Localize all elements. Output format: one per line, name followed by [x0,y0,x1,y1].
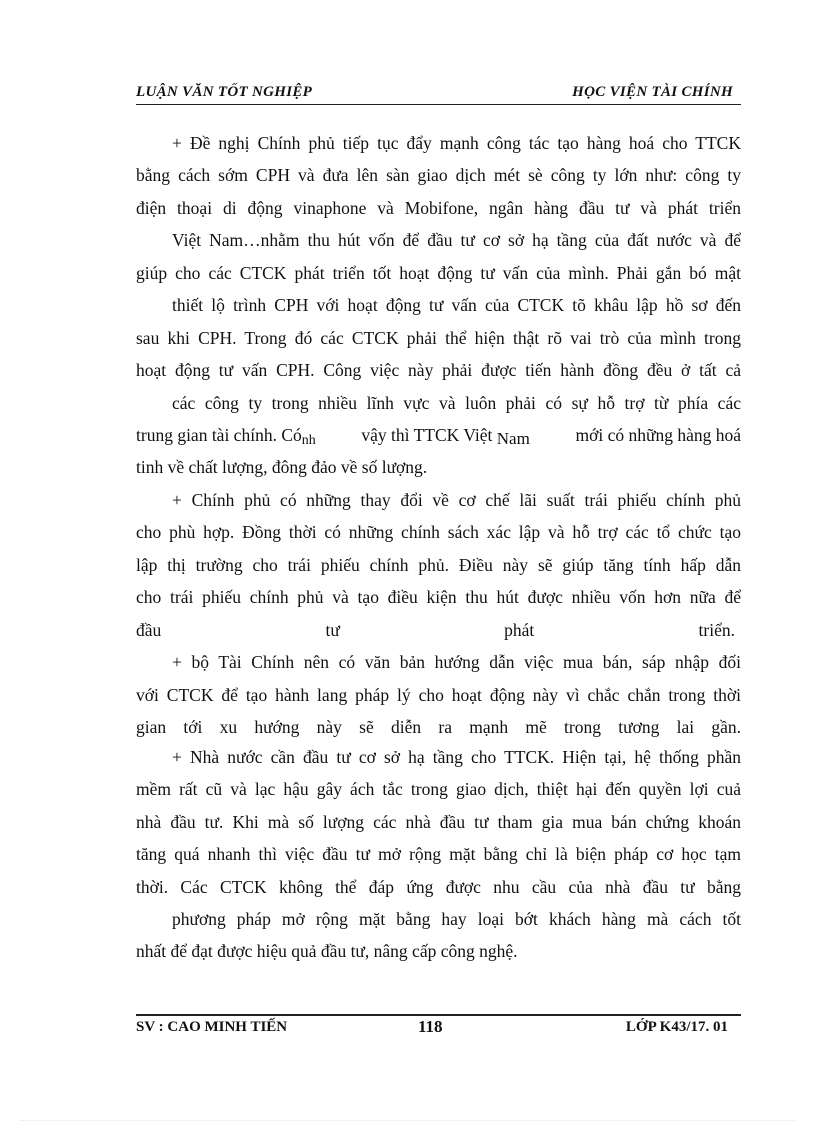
text-run: trung gian tài chính. Có [136,425,302,445]
page-header [136,82,741,105]
text-line: thời. Các CTCK không thể đáp ứng được nhu cầu của nhà đầu tư bằng [136,877,741,897]
text-line: giúp cho các CTCK phát triển tốt hoạt động tư vấn của mình. Phải gắn bó mật [136,263,741,283]
text-line: gian tới xu hướng này sẽ diễn ra mạnh mẽ trong tương lai gần. [136,717,741,737]
text-line: + Đề nghị Chính phủ tiếp tục đẩy mạnh công tác tạo hàng hoá cho TTCK [172,133,741,153]
text-line [136,619,735,641]
text-line: phương pháp mở rộng mặt bằng hay loại bớt khách hàng mà cách tốt [172,909,741,929]
header-thesis-title: LUẬN VĂN TỐT NGHIỆP [136,84,313,100]
text-line: với CTCK để tạo hành lang pháp lý cho hoạt động này vì chắc chắn trong thời [136,685,741,705]
text-line: tăng quá nhanh thì việc đầu tư mở rộng mặt bằng chỉ là biện pháp cơ học tạm [136,844,741,864]
text-line: các công ty trong nhiều lĩnh vực và luôn phải có sự hỗ trợ từ phía các [172,393,741,413]
text-line: hoạt động tư vấn CPH. Công việc này phải được tiến hành đồng đều ở tất cả [136,360,741,380]
text-line: thiết lộ trình CPH với hoạt động tư vấn của CTCK tõ khâu lập hồ sơ đến [172,295,741,315]
text-line: mềm rất cũ và lạc hậu gây ách tắc trong giao dịch, thiệt hại đến quyền lợi cuả [136,779,741,799]
text-run: triển. [698,620,735,640]
text-run: đầu [136,620,162,640]
page-number: 118 [418,1017,443,1036]
footer-student-name: SV : CAO MINH TIẾN [136,1019,288,1035]
footer-divider [136,1014,741,1016]
text-line: cho phù hợp. Đồng thời có những chính sách xác lập và hỗ trợ các tổ chức tạo [136,522,741,542]
text-line: sau khi CPH. Trong đó các CTCK phải thể hiện thật rõ vai trò của mình trong [136,328,741,348]
text-line: tinh về chất lượng, đông đảo về số lượng. [136,457,428,477]
text-run: tư [325,620,340,640]
footer-class: LỚP K43/17. 01 [625,1019,728,1035]
header-institution: HỌC VIỆN TÀI CHÍNH [572,84,733,100]
text-run: vậy thì TTCK Việt [361,425,493,445]
text-line: bằng cách sớm CPH và đưa lên sàn giao dịch mét sè công ty lớn như: công ty [136,165,741,185]
text-line: nhà đầu tư. Khi mà số lượng các nhà đầu tư tham gia mua bán chứng khoán [136,812,741,832]
text-run-displaced: Nam [496,429,530,448]
text-line: + Chính phủ có những thay đổi về cơ chế lãi suất trái phiếu chính phủ [172,490,741,510]
text-run: mới có những hàng hoá [575,425,741,445]
text-line: lập thị trường cho trái phiếu chính phủ. Điều này sẽ giúp tăng tính hấp dẫn [136,555,741,575]
page-bottom-guide [20,1120,796,1121]
text-line: + Nhà nước cần đầu tư cơ sở hạ tầng cho TTCK. Hiện tại, hệ thống phần [172,747,741,767]
text-line: điện thoại di động vinaphone và Mobifone, ngân hàng đầu tư và phát triển [136,198,741,218]
text-line: Việt Nam…nhằm thu hút vốn để đầu tư cơ sở hạ tầng của đất nước và để [172,230,741,250]
text-line [136,424,741,452]
text-run-displaced: nh [301,433,316,448]
text-line: nhất để đạt được hiệu quả đầu tư, nâng cấp công nghệ. [136,941,518,961]
text-run: phát [504,620,535,640]
text-line: + bộ Tài Chính nên có văn bản hướng dẫn việc mua bán, sáp nhập đối [172,652,741,672]
text-line: cho trái phiếu chính phủ và tạo điều kiện thu hút được nhiều vốn hơn nữa để [136,587,741,607]
